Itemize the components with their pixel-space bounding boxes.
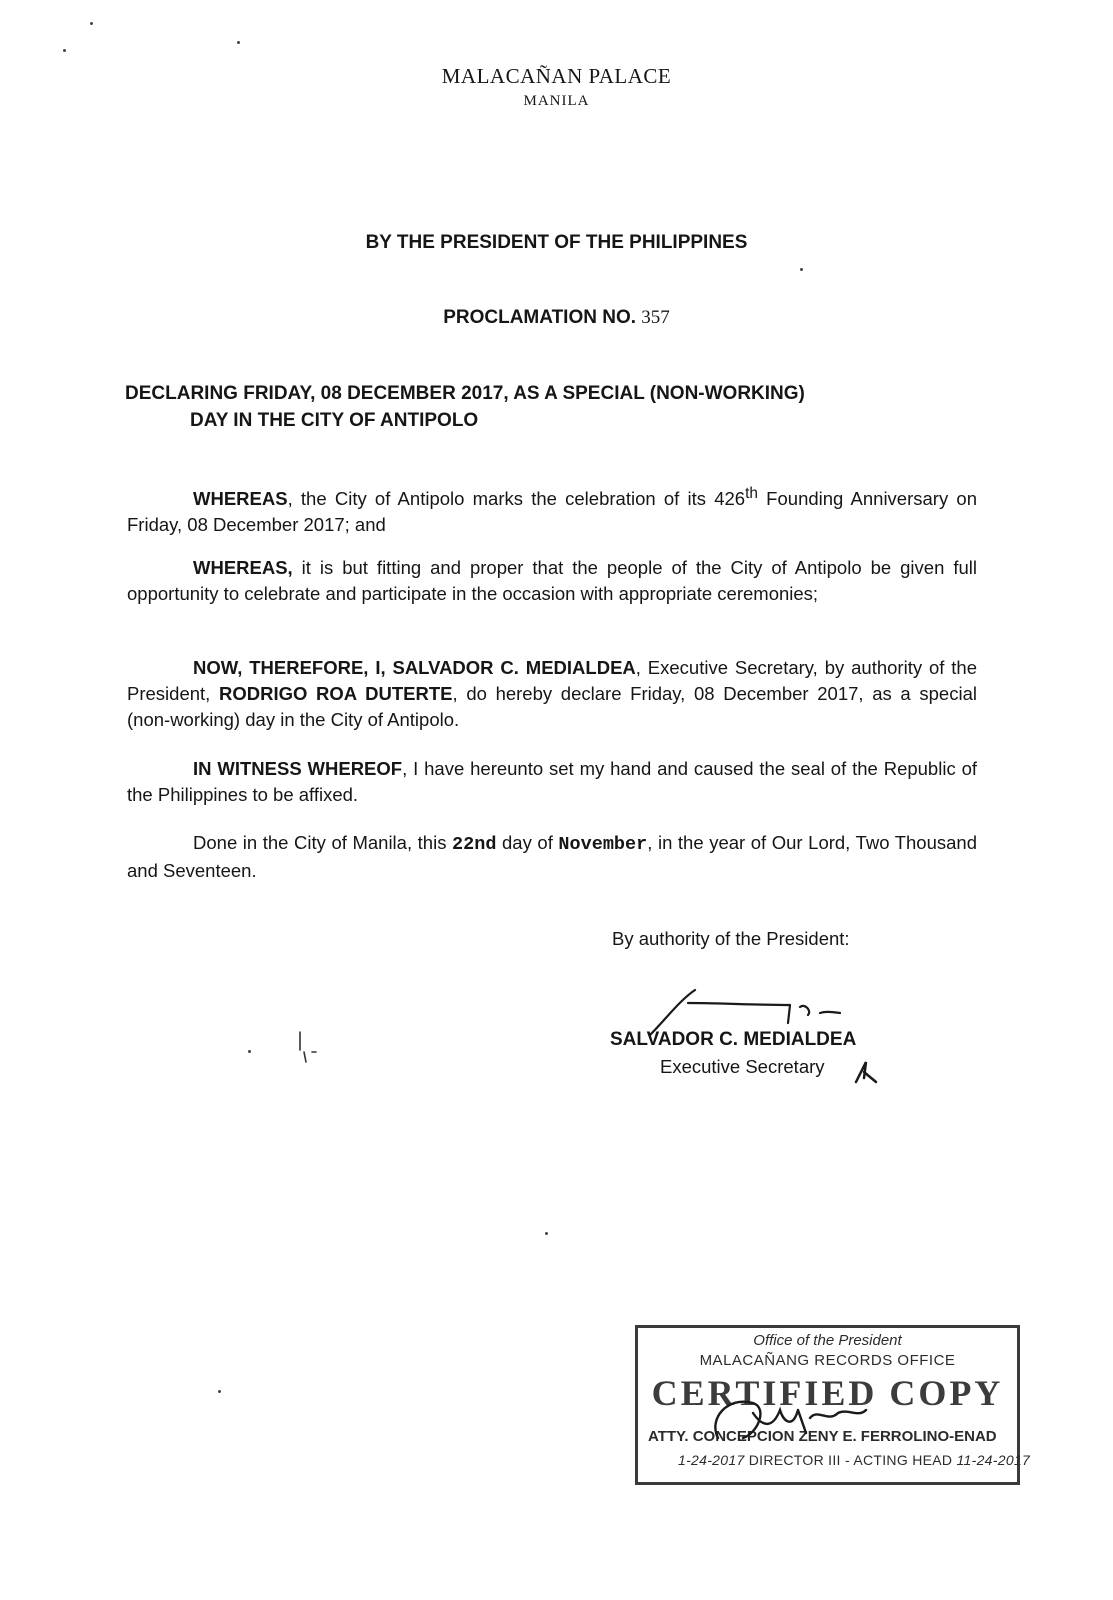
signatory-name: SALVADOR C. MEDIALDEA — [610, 1029, 857, 1050]
p2-text: it is but fitting and proper that the people of the City of Antipolo be given full opportunity to celebrate and participate in the occasion with appropriate ceremonies; — [127, 557, 977, 604]
paragraph-done-in — [127, 830, 977, 884]
speck — [800, 268, 803, 271]
byline: BY THE PRESIDENT OF THE PHILIPPINES — [365, 232, 748, 253]
certified-copy-stamp — [635, 1325, 1031, 1485]
speck — [237, 41, 240, 44]
proclamation-label: PROCLAMATION NO. — [443, 307, 637, 328]
speck — [90, 22, 93, 25]
p3-president: RODRIGO ROA DUTERTE — [218, 683, 453, 704]
paragraph-whereas-2 — [127, 555, 977, 607]
p2-lead: WHEREAS, — [193, 557, 293, 578]
paragraph-whereas-1 — [127, 481, 977, 538]
paragraph-now-therefore — [127, 655, 977, 733]
stamp-certified: CERTIFIED COPY — [651, 1373, 1004, 1413]
speck — [218, 1390, 221, 1393]
p3-lead: NOW, THEREFORE, I, SALVADOR C. MEDIALDEA — [193, 657, 636, 678]
title-line-1: DECLARING FRIDAY, 08 DECEMBER 2017, AS A SPECIAL (NON-WORKING) — [125, 383, 805, 404]
p5-month: November — [558, 834, 648, 855]
initial-mark — [852, 1058, 882, 1086]
p1-text-b: Founding Anniversary on Friday, 08 December 2017; and — [127, 488, 977, 536]
speck — [63, 49, 66, 52]
stamp-officer-name: ATTY. CONCEPCION ZENY E. FERROLINO-ENAD — [648, 1428, 997, 1445]
stamp-records-office: MALACAÑANG RECORDS OFFICE — [699, 1352, 956, 1369]
by-authority-line: By authority of the President: — [612, 928, 850, 949]
stamp-date-right: 11-24-2017 — [956, 1452, 1031, 1468]
p1-lead: WHEREAS — [193, 488, 288, 510]
title-line-2: DAY IN THE CITY OF ANTIPOLO — [190, 410, 479, 431]
speck — [545, 1232, 548, 1235]
header-palace: MALACAÑAN PALACE — [441, 64, 672, 88]
margin-marks — [292, 1028, 322, 1068]
header-city: MANILA — [523, 93, 590, 109]
signatory-title: Executive Secretary — [660, 1056, 825, 1077]
stamp-date-left: 1-24-2017 — [678, 1452, 745, 1468]
paragraph-in-witness — [127, 756, 977, 808]
stamp-office: Office of the President — [753, 1332, 902, 1349]
p5-text-a: Done in the City of Manila, this — [193, 832, 453, 853]
p1-text-a: , the City of Antipolo marks the celebration of its 426 — [287, 488, 746, 510]
proclamation-heading — [0, 307, 1113, 329]
p4-lead: IN WITNESS WHEREOF — [193, 758, 403, 779]
proclamation-number: 357 — [641, 307, 670, 328]
p3-text-b: , do hereby declare Friday, 08 December 2017, as a special (non-working) day in the City of Antipolo. — [127, 683, 977, 730]
p5-text-b: day of — [496, 832, 559, 853]
stamp-director: DIRECTOR III - ACTING HEAD — [748, 1452, 953, 1468]
p5-day: 22nd — [452, 834, 497, 855]
p3-text-a: , Executive Secretary, by authority of the President, — [127, 657, 977, 704]
p5-text-c: , in the year of Our Lord, Two Thousand and Seventeen. — [127, 832, 978, 881]
speck — [248, 1050, 251, 1053]
p4-text: , I have hereunto set my hand and caused the seal of the Republic of the Philippines to be affixed. — [127, 758, 977, 805]
p1-sup: th — [745, 485, 758, 502]
stamp-signature — [698, 1388, 878, 1458]
